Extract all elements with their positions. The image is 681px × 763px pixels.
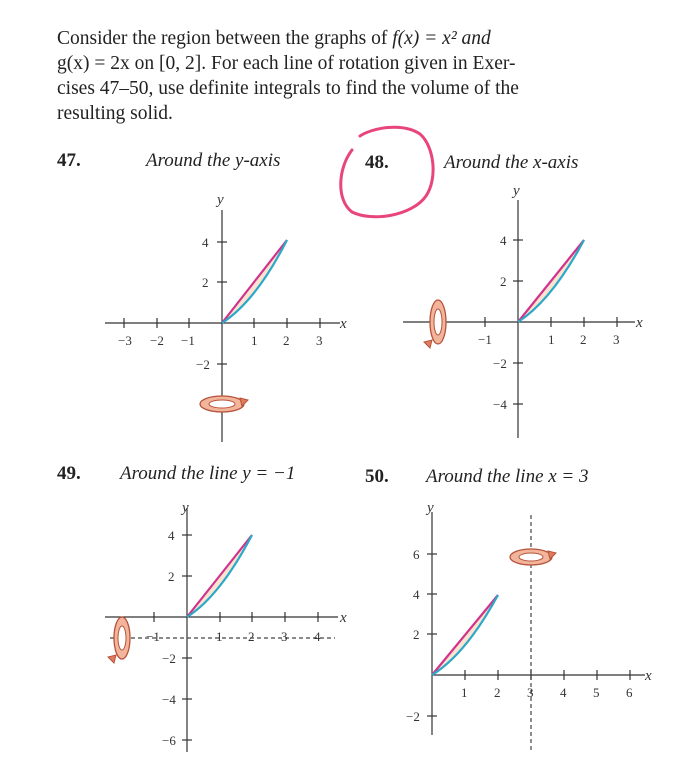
g50-xtick-4: 4 (560, 685, 567, 700)
g48-ytick-neg2: −2 (493, 356, 507, 371)
exercise-49-number: 49. (57, 463, 81, 484)
g48-y-axis-label: y (513, 183, 520, 199)
graph-47 (105, 192, 347, 442)
g50-ytick-4: 4 (413, 587, 420, 602)
graph-49 (105, 500, 347, 752)
g47-xtick-neg1: −1 (181, 333, 195, 348)
g48-xtick-3: 3 (613, 332, 620, 347)
g50-xtick-1: 1 (461, 685, 468, 700)
g49-xtick-3: 3 (281, 629, 288, 644)
g48-ytick-2: 2 (500, 274, 507, 289)
g50-xtick-6: 6 (626, 685, 633, 700)
exercise-50-caption: Around the line x = 3 (426, 466, 589, 487)
exercise-49-caption: Around the line y = −1 (120, 463, 296, 484)
g48-rotation-arrow-icon (424, 300, 446, 348)
g49-xtick-4: 4 (314, 629, 321, 644)
graph-48-region (518, 240, 584, 322)
g47-xtick-3: 3 (316, 333, 323, 348)
g47-xtick-2: 2 (283, 333, 290, 348)
g47-x-axis-label: x (340, 316, 347, 332)
g49-ytick-neg2: −2 (162, 651, 176, 666)
g47-xtick-neg2: −2 (150, 333, 164, 348)
g49-xtick-neg1: −1 (146, 629, 160, 644)
g49-rotation-arrow-icon (108, 617, 130, 663)
g49-xtick-2: 2 (248, 629, 255, 644)
exercise-47-number: 47. (57, 150, 81, 171)
g49-ytick-neg6: −6 (162, 733, 176, 748)
g47-xtick-1: 1 (251, 333, 258, 348)
g47-y-axis-label: y (217, 192, 224, 208)
g48-xtick-1: 1 (548, 332, 555, 347)
intro-line-4: resulting solid. (57, 103, 173, 124)
g50-rotation-arrow-icon (510, 549, 556, 565)
g50-xtick-2: 2 (494, 685, 501, 700)
exercise-48-caption: Around the x-axis (444, 152, 579, 173)
intro-line-1: Consider the region between the graphs of (57, 28, 393, 49)
exercise-50-number: 50. (365, 466, 389, 487)
g47-xtick-neg3: −3 (118, 333, 132, 348)
exercise-48-number: 48. (365, 152, 389, 173)
g48-x-axis-label: x (636, 315, 643, 331)
graph-50-region (432, 595, 498, 675)
g50-ytick-6: 6 (413, 547, 420, 562)
g49-x-axis-label: x (340, 610, 347, 626)
graph-48 (403, 183, 643, 438)
graph-50 (406, 500, 652, 752)
g48-ytick-4: 4 (500, 233, 507, 248)
g50-xtick-3: 3 (527, 685, 534, 700)
intro-f-def: f(x) = x² and (392, 28, 491, 49)
g50-y-axis-label: y (427, 500, 434, 516)
intro-line-2: g(x) = 2x on [0, 2]. For each line of rotation given in Exer- (57, 53, 516, 74)
g50-x-axis-label: x (645, 668, 652, 684)
intro-line-3: cises 47–50, use definite integrals to find the volume of the (57, 78, 519, 99)
g48-xtick-neg1: −1 (478, 332, 492, 347)
g47-ytick-neg2: −2 (196, 357, 210, 372)
hand-drawn-circle (341, 127, 433, 217)
g50-xtick-5: 5 (593, 685, 600, 700)
g49-y-axis-label: y (182, 500, 189, 516)
g48-ytick-neg4: −4 (493, 397, 507, 412)
g50-ytick-2: 2 (413, 627, 420, 642)
graph-49-region (187, 535, 252, 617)
g49-xtick-1: 1 (216, 629, 223, 644)
g49-ytick-2: 2 (168, 569, 175, 584)
g48-xtick-2: 2 (580, 332, 587, 347)
g49-ytick-neg4: −4 (162, 692, 176, 707)
g47-rotation-arrow-icon (200, 396, 248, 412)
g49-ytick-4: 4 (168, 528, 175, 543)
g47-ytick-4: 4 (202, 235, 209, 250)
g47-ytick-2: 2 (202, 275, 209, 290)
g50-ytick-neg2: −2 (406, 709, 420, 724)
graph-47-region (222, 240, 287, 323)
exercise-47-caption: Around the y-axis (146, 150, 281, 171)
